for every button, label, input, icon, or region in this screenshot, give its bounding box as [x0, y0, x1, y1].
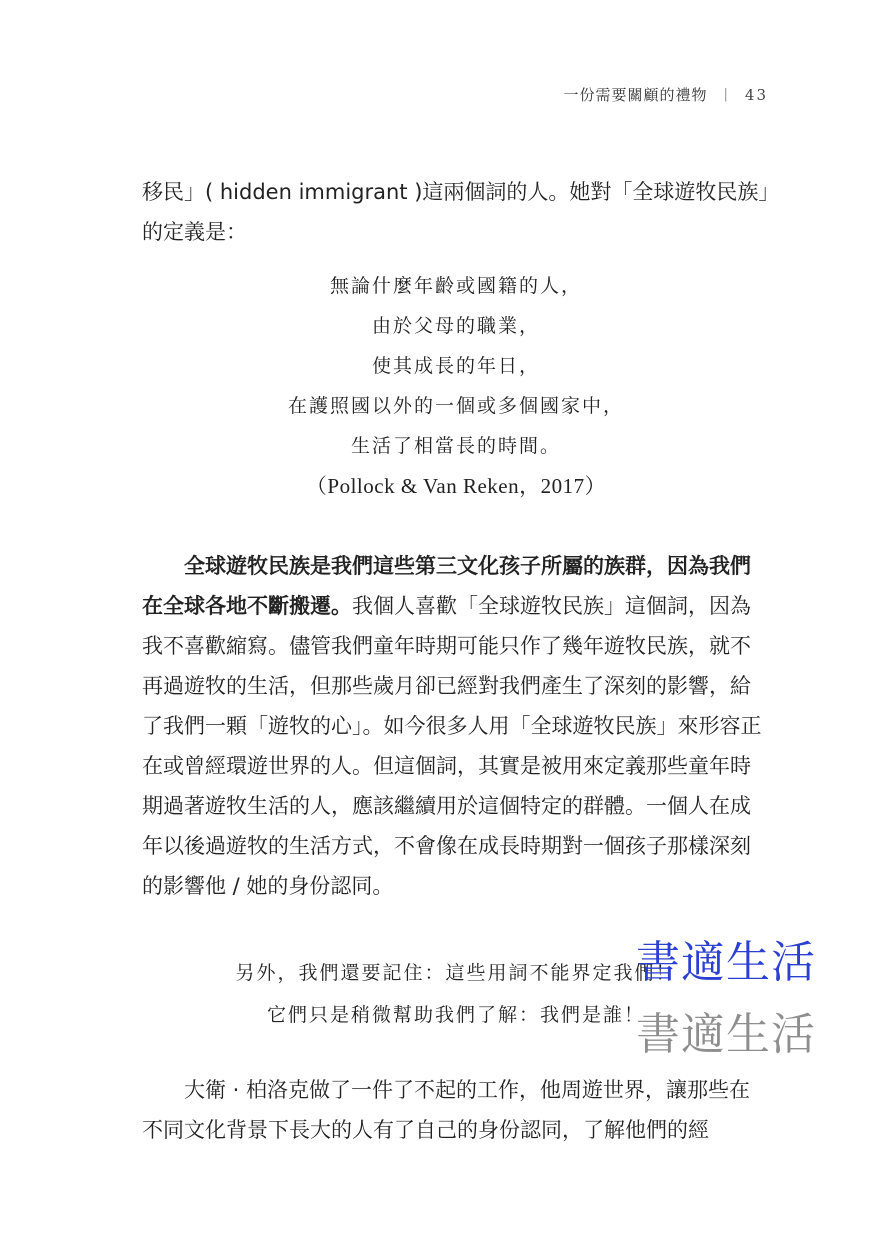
- quote-line: 在護照國以外的一個或多個國家中，: [287, 395, 624, 417]
- chapter-title: 一份需要關顧的禮物: [563, 86, 708, 104]
- paragraph-2-text: 我個人喜歡「全球遊牧民族」這個詞，因為我不喜歡縮寫。儘管我們童年時期可能只作了幾年遊牧民族，就不再過遊牧的生活，但那些歲月卻已經對我們產生了深刻的影響，給了我們一顆「遊牧的心」。如今很多人用「全球遊牧民族」來形容正在或曾經環遊世界的人。但這個詞，其實是被用來定義那些童年時期過著遊牧生活的人，應該繼續用於這個特定的群體。一個人在成年以後過遊牧的生活方式，不會像在成長時期對一個孩子那樣深刻的影響他 / 她的身份認同。: [142, 594, 762, 898]
- watermark-gray: 書適生活: [636, 1009, 816, 1060]
- paragraph-2-bold: 全球遊牧民族是我們這些第三文化孩子所屬的族群，因為我們在全球各地不斷搬遷。: [142, 554, 751, 618]
- paragraph-2: [142, 546, 770, 906]
- paragraph-1: 移民」( hidden immigrant )這兩個詞的人。她對「全球遊牧民族」的定義是：: [142, 180, 769, 244]
- page-number: 43: [744, 85, 768, 104]
- definition-quote: [142, 266, 770, 506]
- quote-line: 由於父母的職業，: [371, 315, 540, 337]
- header-separator: |: [723, 87, 729, 102]
- quote-citation: （Pollock & Van Reken，2017）: [305, 474, 607, 498]
- quote-line: 使其成長的年日，: [371, 355, 540, 377]
- quote-line: 生活了相當長的時間。: [350, 435, 561, 457]
- paragraph-3: 大衛 · 柏洛克做了一件了不起的工作，他周遊世界，讓那些在不同文化背景下長大的人有了自己的身份認同，了解他們的經: [142, 1078, 751, 1142]
- running-header: [564, 84, 769, 105]
- watermark-blue: 書適生活: [636, 937, 816, 988]
- note-line-2: 它們只是稍微幫助我們了解：我們是誰！: [266, 1004, 645, 1026]
- quote-line: 無論什麼年齡或國籍的人，: [329, 275, 582, 297]
- note-line-1: 另外，我們還要記住：這些用詞不能界定我們！: [235, 962, 677, 984]
